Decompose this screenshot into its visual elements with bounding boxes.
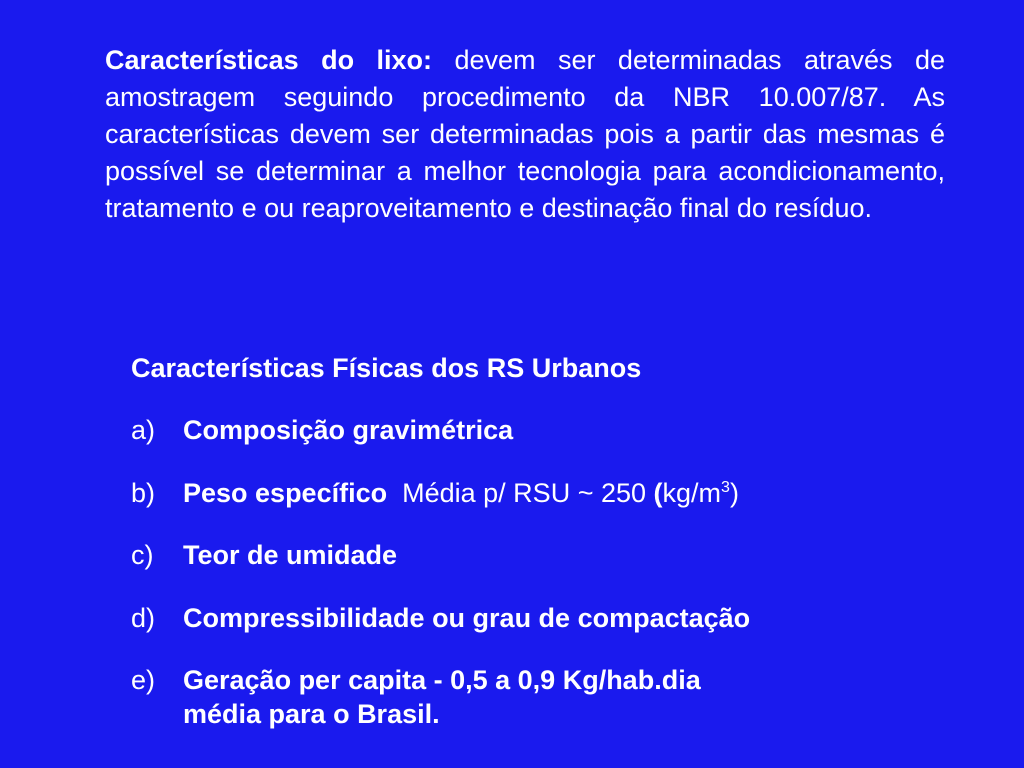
list-item <box>131 413 951 447</box>
paren-open: ( <box>653 477 663 508</box>
list-item-letter: e) <box>131 665 156 695</box>
section-title: Características Físicas dos RS Urbanos <box>131 353 642 383</box>
list-item-letter: d) <box>131 602 156 633</box>
list-item-letter: b) <box>131 477 156 508</box>
list-item <box>131 538 951 572</box>
list-item-letter: a) <box>131 415 156 445</box>
list-item <box>131 663 951 731</box>
characteristics-list <box>131 413 951 760</box>
list-item-letter: c) <box>131 540 154 570</box>
list-item-label: Geração per capita - 0,5 a 0,9 Kg/hab.dia <box>183 665 701 695</box>
paren-close: ) <box>729 477 739 508</box>
intro-lead: Características do lixo: <box>105 45 433 75</box>
unit-text: kg/m <box>662 477 722 508</box>
list-item <box>131 601 951 635</box>
list-item-label: Teor de umidade <box>183 540 398 570</box>
list-item-label: Compressibilidade ou grau de compactação <box>183 602 751 633</box>
list-item-detail: Média p/ RSU ~ 250 <box>402 477 654 508</box>
list-item <box>131 476 951 510</box>
list-item-label-line2: média para o Brasil. <box>183 699 440 729</box>
intro-paragraph <box>105 42 945 227</box>
list-item-label: Composição gravimétrica <box>183 415 514 445</box>
list-item-label: Peso específico <box>183 477 388 508</box>
intro-text: devem ser determinadas através de amostragem seguindo procedimento da NBR 10.007/87. As características devem ser determinadas pois a partir das mesmas é possível se determinar a melhor tecnologia para acondicionamento, tratamento e ou reaproveitamento e destinação final do resíduo. <box>105 45 945 223</box>
unit-exponent: 3 <box>721 478 730 496</box>
